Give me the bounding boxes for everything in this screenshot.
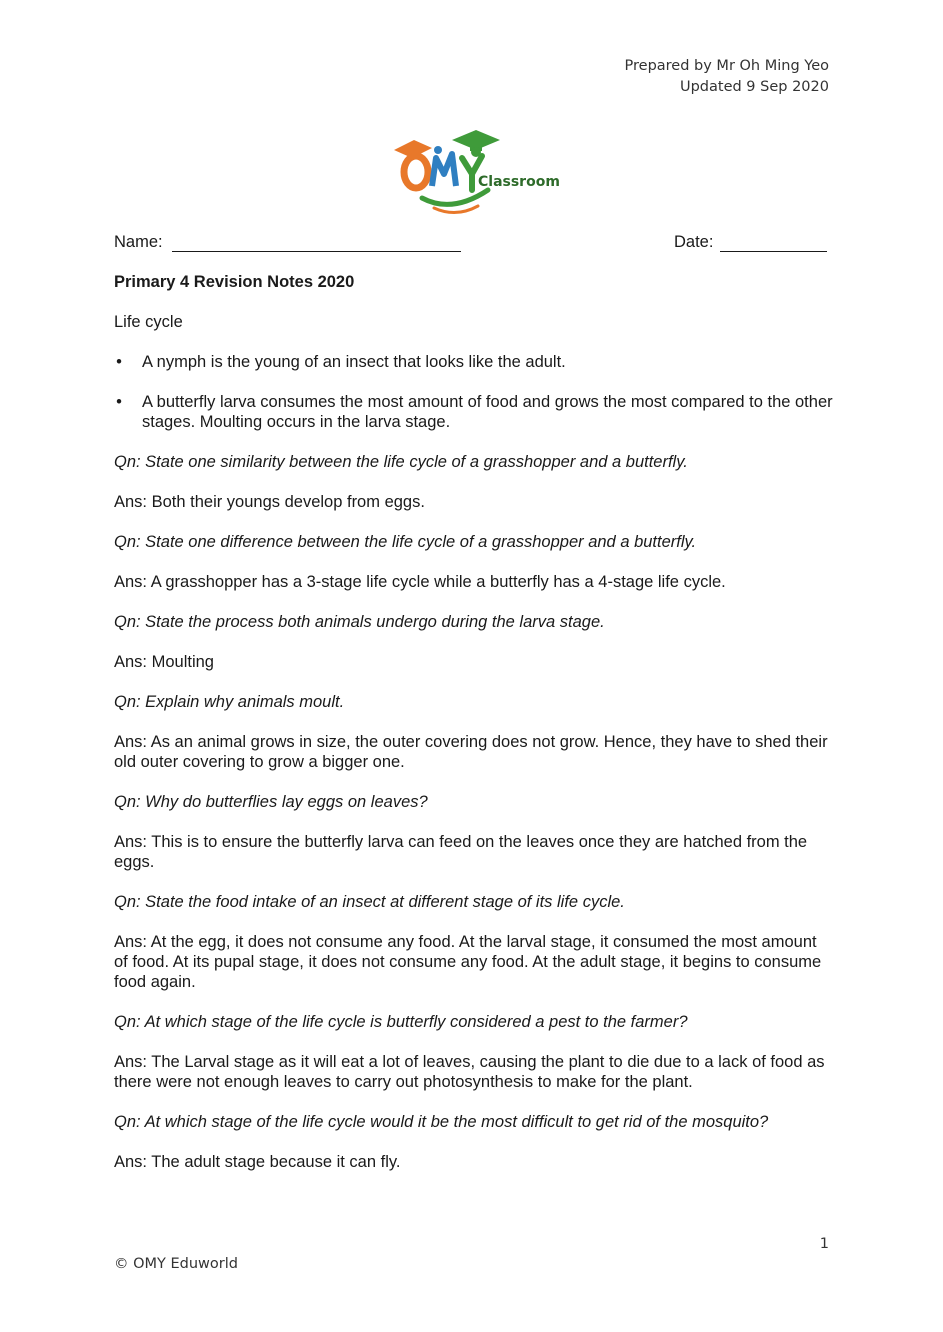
question-text: Qn: Why do butterflies lay eggs on leaves? (114, 793, 428, 811)
question-text: Qn: State the process both animals undergo during the larva stage. (114, 613, 605, 631)
copyright-footer: © OMY Eduworld (114, 1256, 238, 1272)
prepared-by-text: Prepared by Mr Oh Ming Yeo (624, 58, 829, 74)
question-text: Qn: State one similarity between the life cycle of a grasshopper and a butterfly. (114, 453, 688, 471)
document-header-meta (625, 56, 829, 98)
answer-text: Ans: Moulting (114, 653, 214, 671)
updated-date-text: Updated 9 Sep 2020 (679, 79, 829, 95)
question-text: Qn: State the food intake of an insect at different stage of its life cycle. (114, 893, 625, 911)
date-field-line (720, 251, 827, 252)
question-text: Qn: At which stage of the life cycle is butterfly considered a pest to the farmer? (114, 1013, 688, 1031)
logo-classroom-text: Classroom (478, 174, 560, 190)
answer-text: Ans: The adult stage because it can fly. (114, 1153, 401, 1171)
answer-text: Ans: This is to ensure the butterfly larva can feed on the leaves once they are hatched from the eggs. (114, 833, 808, 871)
qa-list (114, 452, 834, 1172)
date-label: Date: (674, 233, 714, 251)
section-title: Life cycle (114, 313, 183, 331)
bullet-dot-icon: • (116, 353, 122, 371)
question-text: Qn: Explain why animals moult. (114, 693, 345, 711)
bullet-dot-icon: • (116, 393, 122, 411)
answer-text: Ans: At the egg, it does not consume any food. At the larval stage, it consumed the most amount of food. At its pupal stage, it does not consume any food. At the adult stage, it begins to consume food again. (114, 933, 822, 991)
answer-text: Ans: Both their youngs develop from eggs. (114, 493, 425, 511)
document-body (114, 272, 834, 1192)
name-field-line (172, 251, 461, 252)
page-number: 1 (819, 1236, 829, 1252)
answer-text: Ans: The Larval stage as it will eat a lot of leaves, causing the plant to die due to a lack of food as there were not enough leaves to carry out photosynthesis to make for the plant. (114, 1053, 825, 1091)
answer-text: Ans: As an animal grows in size, the outer covering does not grow. Hence, they have to shed their old outer covering to grow a bigger one. (114, 733, 828, 771)
question-text: Qn: State one difference between the life cycle of a grasshopper and a butterfly. (114, 533, 697, 551)
bullet-text: A nymph is the young of an insect that looks like the adult. (142, 353, 566, 371)
omy-classroom-logo (392, 128, 562, 224)
answer-text: Ans: A grasshopper has a 3-stage life cycle while a butterfly has a 4-stage life cycle. (114, 573, 726, 591)
name-date-row (114, 232, 829, 256)
bullet-text: A butterfly larva consumes the most amount of food and grows the most compared to the other stages. Moulting occurs in the larva stage. (142, 393, 833, 431)
bullet-item (114, 352, 834, 372)
bullet-list (114, 352, 834, 432)
document-title: Primary 4 Revision Notes 2020 (114, 273, 355, 291)
bullet-item (114, 392, 834, 432)
name-label: Name: (114, 233, 163, 251)
question-text: Qn: At which stage of the life cycle would it be the most difficult to get rid of the mosquito? (114, 1113, 769, 1131)
